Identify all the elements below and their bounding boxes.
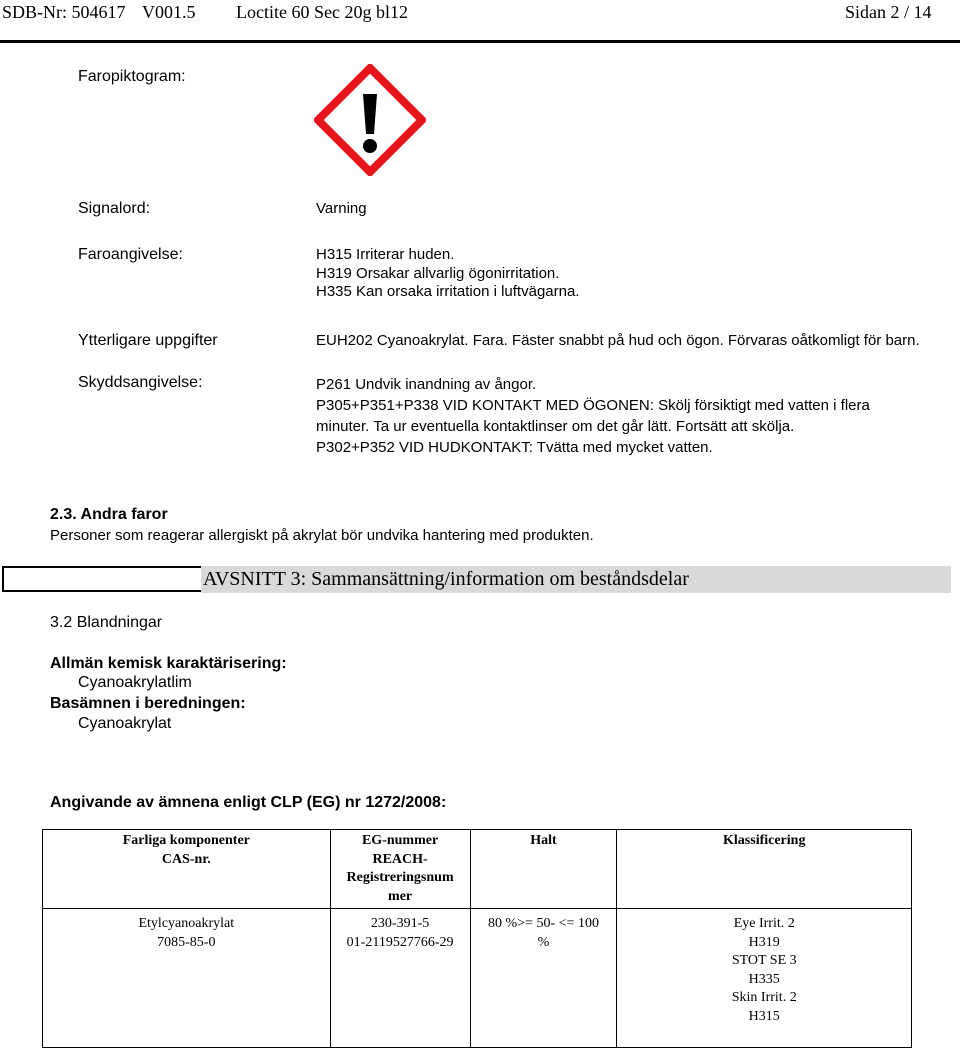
cell-component xyxy=(43,909,331,1048)
header-divider xyxy=(0,40,960,43)
header-line: mer xyxy=(388,888,413,904)
header-line: Klassificering xyxy=(723,833,806,848)
header-line: REACH- xyxy=(372,851,428,867)
signal-word-label: Signalord: xyxy=(78,200,151,217)
cell-classification xyxy=(617,909,912,1048)
signal-word-value: Varning xyxy=(316,200,367,217)
cell-line: STOT SE 3 xyxy=(731,953,797,968)
precautionary-statement: minuter. Ta ur eventuella kontaktlinser om det går lätt. Fortsätt att skölja. xyxy=(316,418,795,435)
cell-content xyxy=(470,909,617,1048)
ghs-exclamation-pictogram xyxy=(314,64,426,176)
other-hazards-title: 2.3. Andra faror xyxy=(50,506,168,523)
header-line: Farliga komponenter xyxy=(122,833,250,848)
hazard-statement: H319 Orsakar allvarlig ögonirritation. xyxy=(316,264,560,282)
base-substances-label: Basämnen i beredningen: xyxy=(50,695,246,712)
cell-line: 230-391-5 xyxy=(370,916,430,931)
cell-line: H315 xyxy=(748,1008,780,1024)
header-ec-number xyxy=(330,830,470,909)
hazard-statements-label: Faroangivelse: xyxy=(78,246,183,263)
cell-line: 01-2119527766-29 xyxy=(346,934,454,950)
other-hazards-text: Personer som reagerar allergiskt på akrylat bör undvika hantering med produkten. xyxy=(50,527,594,544)
header-page: Sidan 2 / 14 xyxy=(845,2,932,22)
precautionary-label: Skyddsangivelse: xyxy=(78,374,203,391)
cell-line: % xyxy=(537,934,550,950)
cell-line: Etylcyanoakrylat xyxy=(138,916,235,931)
header-classification xyxy=(617,830,912,909)
precautionary-statement: P261 Undvik inandning av ångor. xyxy=(316,376,537,393)
cell-line: Skin Irrit. 2 xyxy=(731,990,797,1005)
precautionary-statement: P305+P351+P338 VID KONTAKT MED ÖGONEN: Skölj försiktigt med vatten i flera xyxy=(316,397,870,414)
hazard-statement: H335 Kan orsaka irritation i luftvägarna. xyxy=(316,283,580,300)
cell-line: H319 xyxy=(748,934,780,950)
general-characterization-value: Cyanoakrylatlim xyxy=(78,674,192,691)
components-table xyxy=(42,829,912,1048)
header-product: Loctite 60 Sec 20g bl12 xyxy=(236,2,408,22)
clp-heading: Angivande av ämnena enligt CLP (EG) nr 1272/2008: xyxy=(50,794,447,811)
hazard-statements xyxy=(316,246,579,302)
cell-line: 7085-85-0 xyxy=(157,934,216,950)
cell-line: H335 xyxy=(748,971,780,987)
cell-line: Eye Irrit. 2 xyxy=(733,916,795,931)
table-header-row xyxy=(43,830,912,909)
hazard-statement: H315 Irriterar huden. xyxy=(316,246,455,263)
table-row xyxy=(43,909,912,1048)
precautionary-statements xyxy=(316,374,870,458)
mixtures-subheading: 3.2 Blandningar xyxy=(50,614,163,631)
header-content xyxy=(470,830,617,909)
cell-line: 80 %>= 50- <= 100 xyxy=(488,916,599,931)
header-line: EG-nummer xyxy=(361,833,439,848)
pictogram-label: Faropiktogram: xyxy=(78,68,186,85)
header-hazardous-components xyxy=(43,830,331,909)
header-line: CAS-nr. xyxy=(161,851,211,867)
header-version: V001.5 xyxy=(142,2,196,22)
header-line: Halt xyxy=(530,833,557,848)
cell-ec-number xyxy=(330,909,470,1048)
exclamation-mark-icon xyxy=(314,64,426,176)
precautionary-statement: P302+P352 VID HUDKONTAKT: Tvätta med mycket vatten. xyxy=(316,439,713,456)
supplemental-info-label: Ytterligare uppgifter xyxy=(78,332,218,349)
base-substances-value: Cyanoakrylat xyxy=(78,715,172,732)
header-doc-id: SDB-Nr: 504617 xyxy=(2,2,126,22)
general-characterization-label: Allmän kemisk karaktärisering: xyxy=(50,655,287,672)
section-3-title: AVSNITT 3: Sammansättning/information om beståndsdelar xyxy=(201,566,951,593)
header-line: Registreringsnum xyxy=(346,870,454,885)
supplemental-info-value: EUH202 Cyanoakrylat. Fara. Fäster snabbt på hud och ögon. Förvaras oåtkomligt för barn. xyxy=(316,332,920,349)
